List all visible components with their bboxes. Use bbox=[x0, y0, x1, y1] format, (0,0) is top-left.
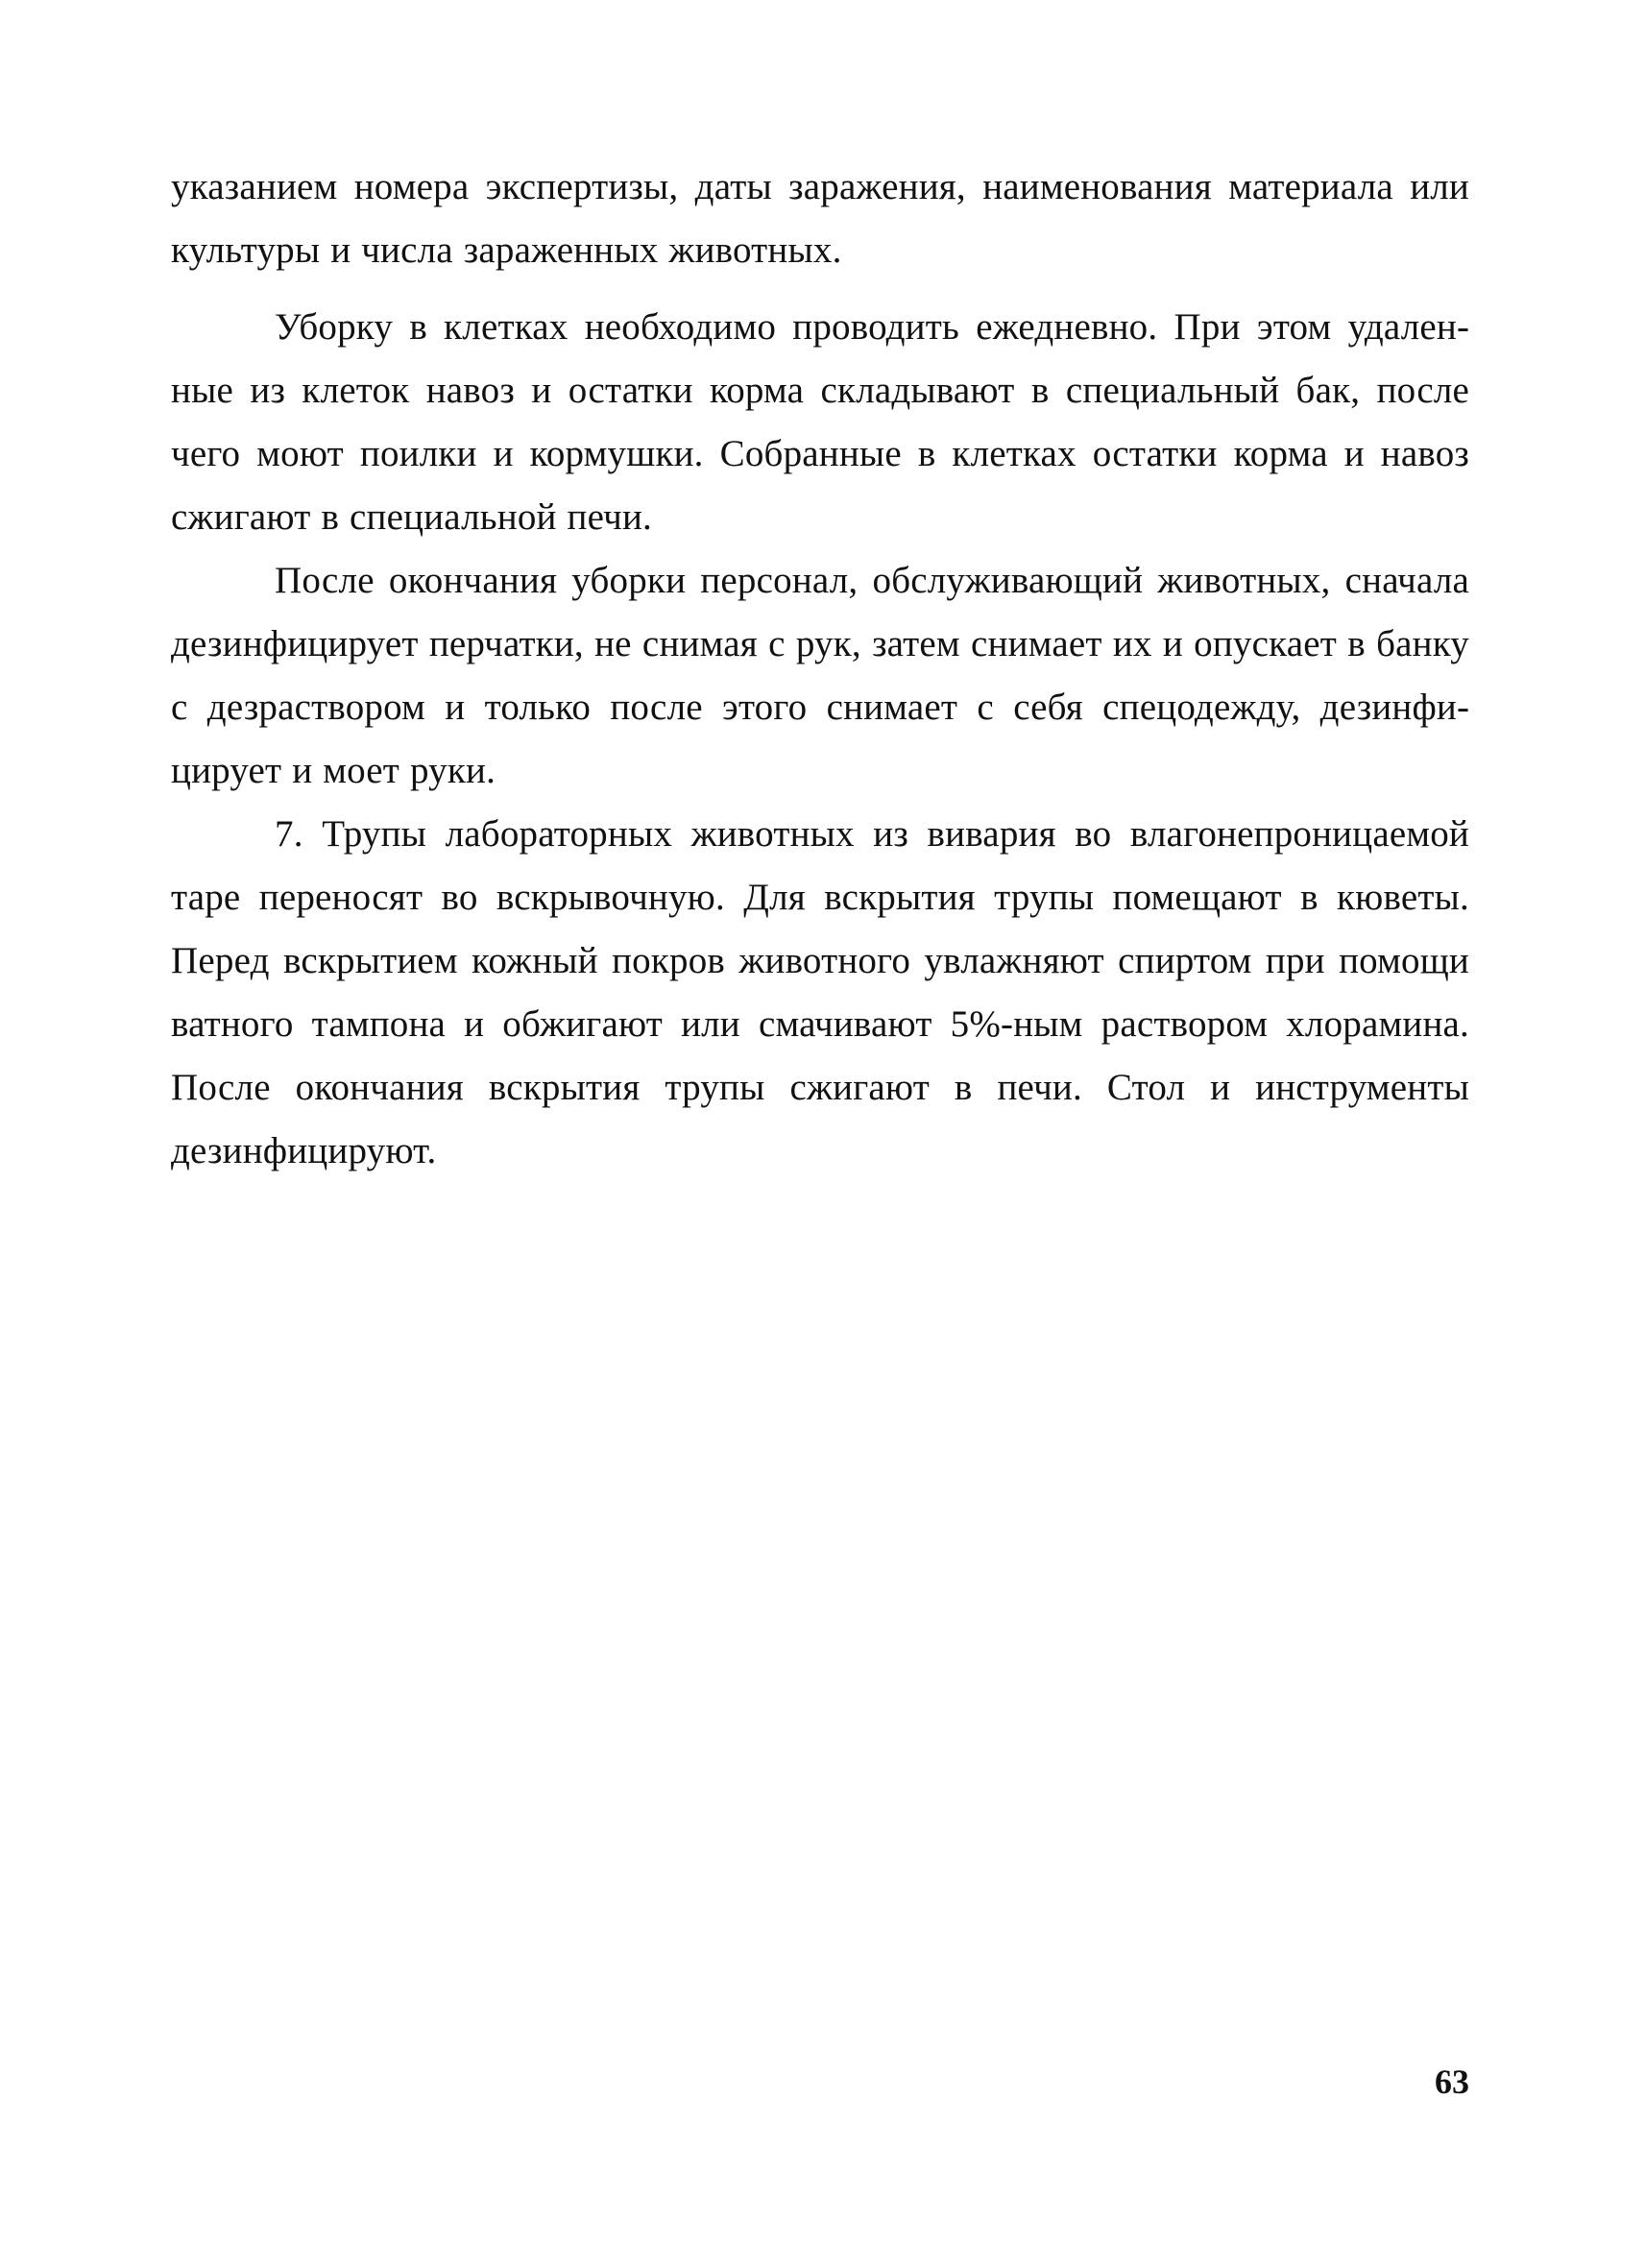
page-number: 63 bbox=[1435, 2063, 1469, 2101]
body-text bbox=[171, 156, 1469, 1183]
paragraph-carcass-handling: 7. Трупы лабораторных животных из вивария во влагонепроницаемой таре переносят во вскрывочную. Для вскрытия трупы помещают в кюветы. Перед вскрытием кожный покров животного увлажняют спиртом при помощи ватного тампона и обжигают или смачивают 5%-ным раствором хлорамина. После окончания вскрытия трупы сжигают в печи. Стол и инструменты дезинфицируют. bbox=[171, 813, 1469, 1171]
paragraph-continuation: указанием номера экспертизы, даты заражения, наименования материала или культуры и числа зараженных животных. bbox=[171, 166, 1469, 271]
paragraph-cage-cleaning: Уборку в клетках необходимо проводить ежедневно. При этом удаленные из клеток навоз и остатки корма складывают в специальный бак, после чего моют поилки и кормушки. Собранные в клетках остатки корма и навоз сжигают в специальной печи. bbox=[171, 306, 1469, 538]
paragraph-staff-disinfection: После окончания уборки персонал, обслуживающий животных, сначала дезинфицирует перчатки, не снимая с рук, затем снимает их и опускает в банку с дезраствором и только после этого снимает с себя спецодежду, дезинфицирует и моет руки. bbox=[171, 560, 1469, 791]
